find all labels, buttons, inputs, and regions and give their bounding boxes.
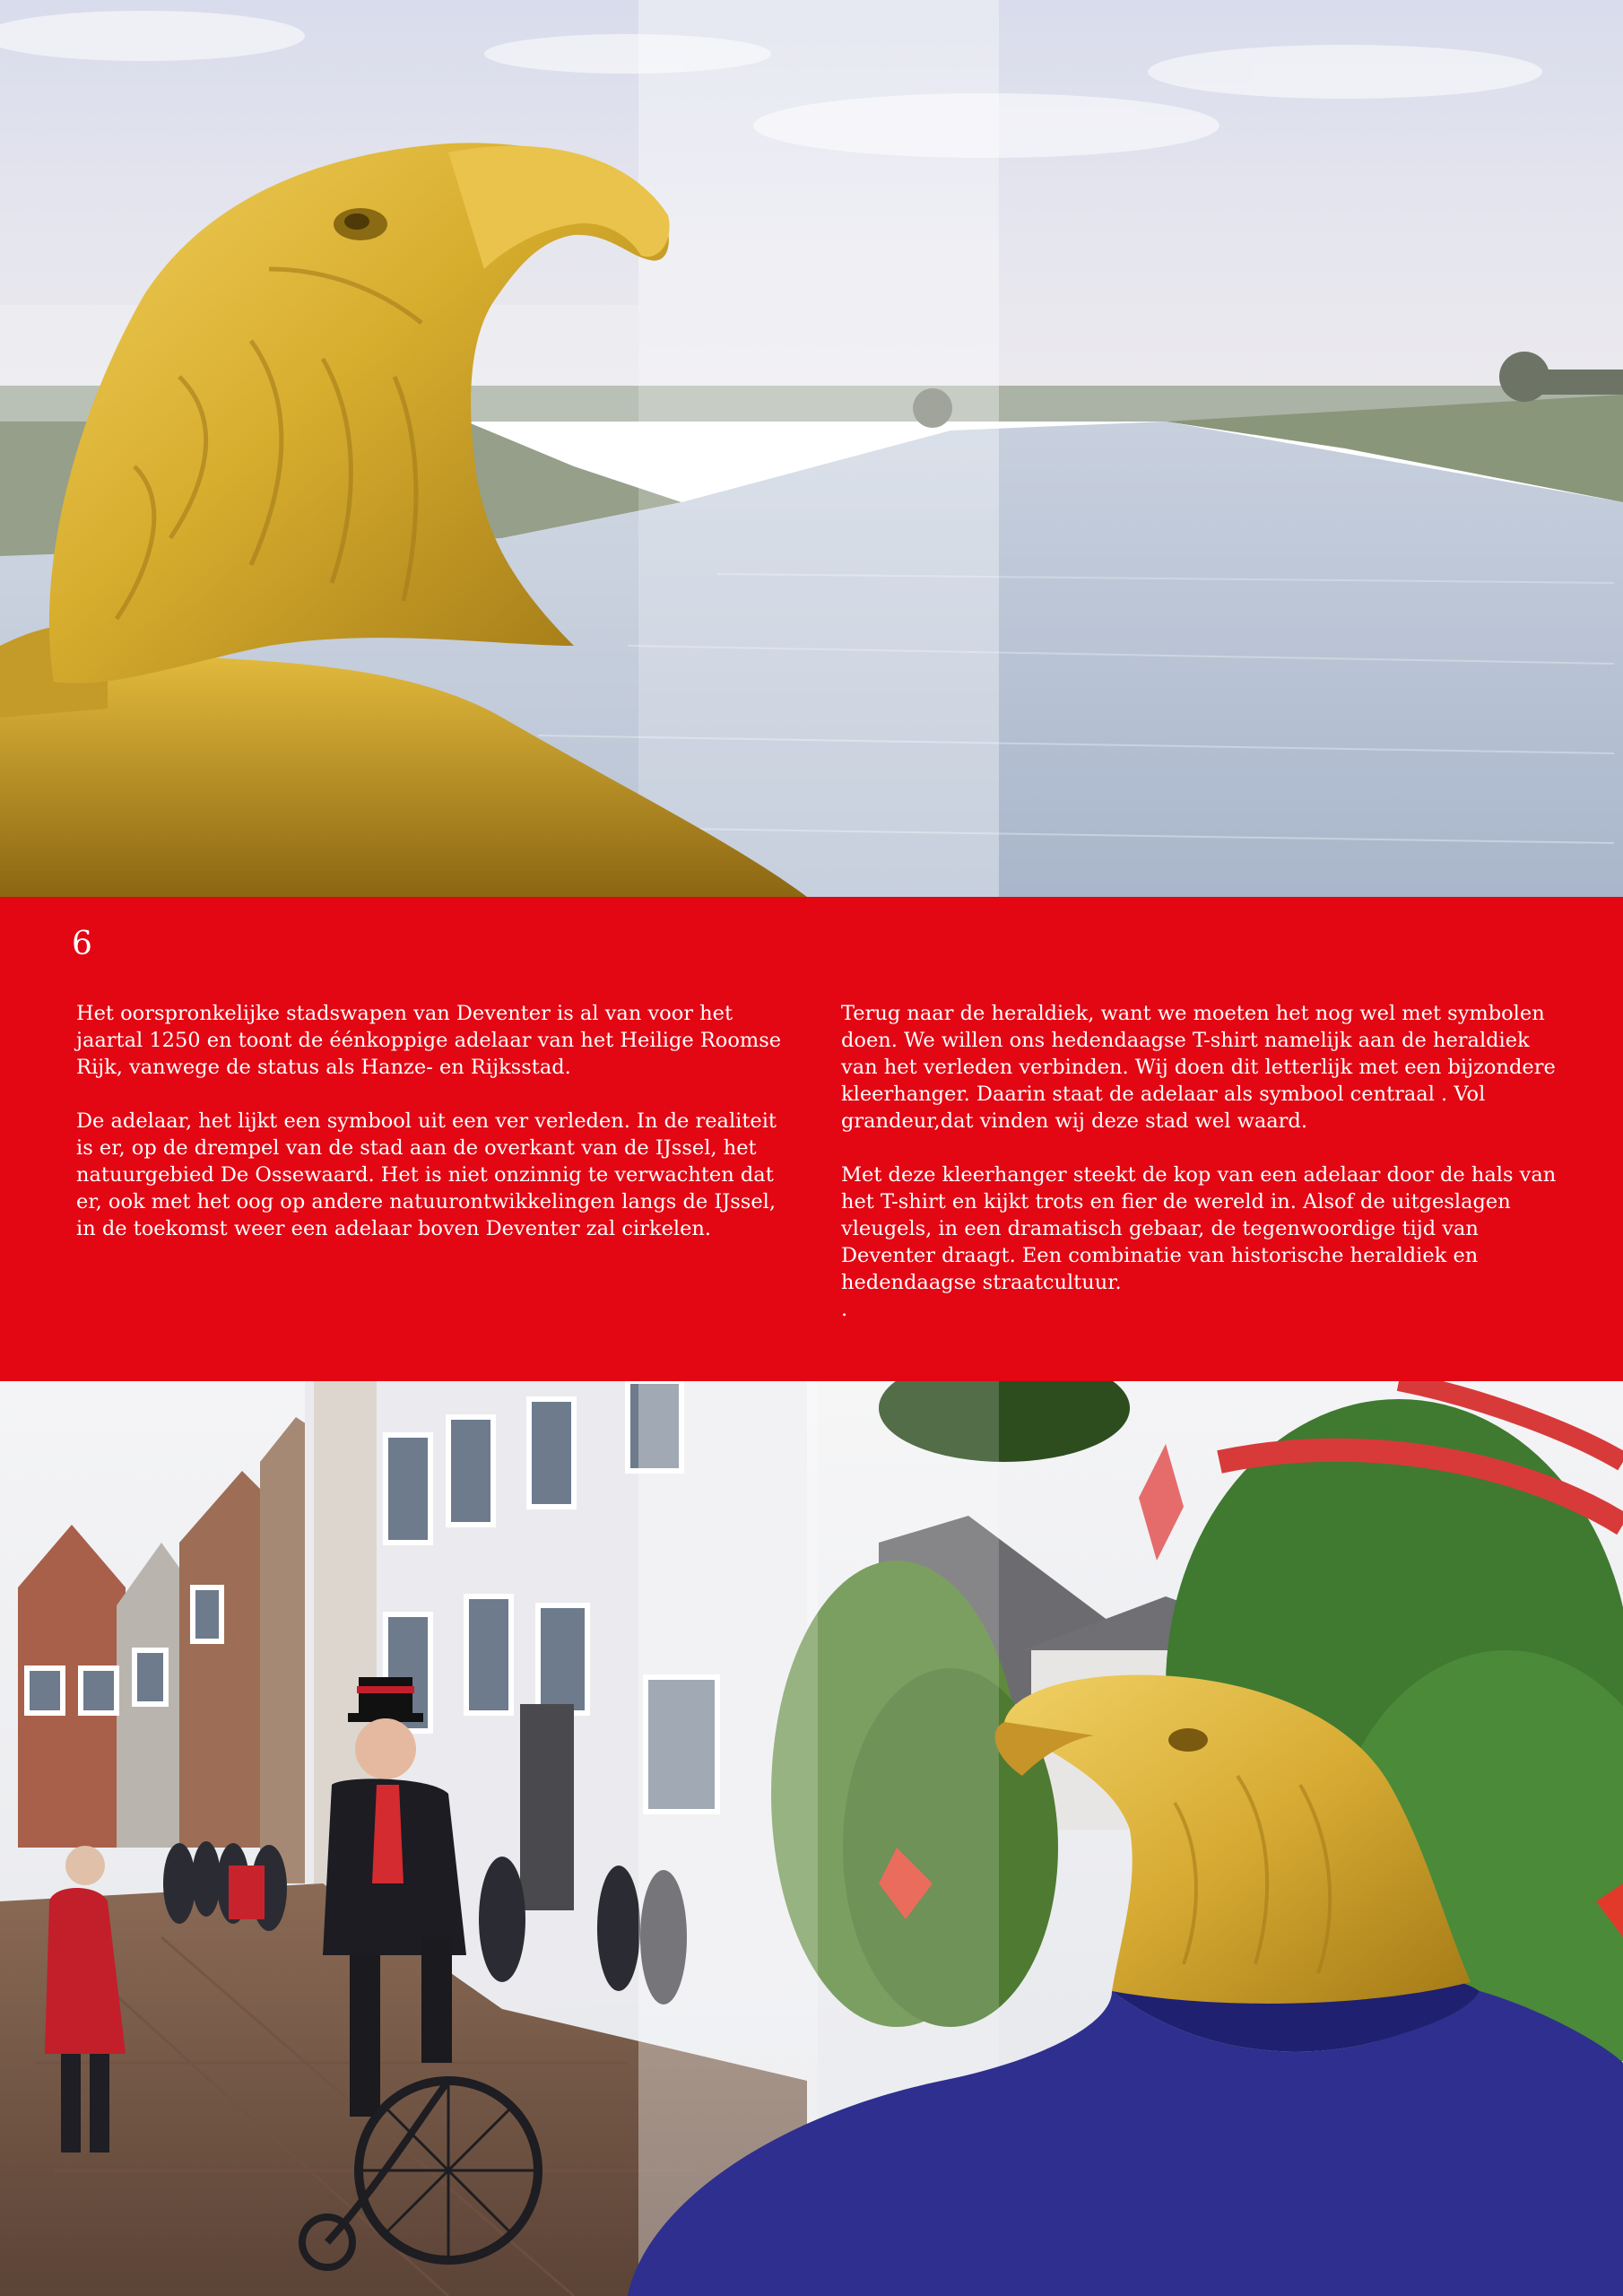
photo-top-illustration [0, 0, 1623, 897]
paragraph-1: Het oorspronkelijke stadswapen van Deventer is al van voor het jaartal 1250 en toont de éénkoppige adelaar van het Heilige Roomse Rijk, vanwege de status als Hanze- en Rijksstad. [76, 1002, 782, 1079]
paragraph-3: Terug naar de heraldiek, want we moeten het nog wel met symbolen doen. We willen ons hedendaagse T-shirt namelijk aan de heraldiek van het verleden verbinden. Wij doen dit letterlijk met een bijzondere kleerhanger. Daarin staat de adelaar als symbool centraal . Vol grandeur,dat vinden wij deze stad wel waard. [841, 1002, 1556, 1133]
photo-bottom [0, 1381, 1623, 2296]
text-column-right [841, 1000, 1567, 1350]
paragraph-4: Met deze kleerhanger steekt de kop van een adelaar door de hals van het T-shirt en kijkt trots en fier de wereld in. Alsof de uitgeslagen vleugels, in een dramatisch gebaar, de tegenwoordige tijd van Deventer draagt. Een combinatie van historische heraldiek en hedendaagse straatcultuur. [841, 1163, 1557, 1294]
page-number: 6 [72, 926, 93, 962]
paragraph-2: De adelaar, het lijkt een symbool uit een ver verleden. In de realiteit is er, op de drempel van de stad aan de overkant van de IJssel, het natuurgebied De Ossewaard. Het is niet onzinnig te verwachten dat er, ook met het oog op andere natuurontwikkelingen langs de IJssel, in de toekomst weer een adelaar boven Deventer zal cirkelen. [76, 1109, 777, 1240]
paragraph-5: . [841, 1298, 848, 1321]
photo-bottom-illustration [0, 1381, 1623, 2296]
text-column-left [76, 1000, 794, 1269]
photo-top [0, 0, 1623, 897]
text-band [0, 897, 1623, 1381]
